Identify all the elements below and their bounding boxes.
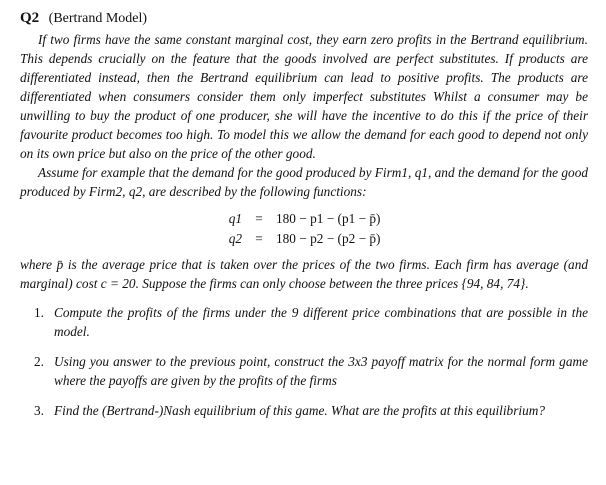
demand-equation-2 — [20, 229, 588, 248]
intro-paragraph-text: If two firms have the same constant marginal cost, they earn zero profits in the Bertrand equilibrium. This depends crucially on the feature that the goods involved are perfect substitutes. If products are differentiated instead, then the Bertrand equilibrium can lead to positive profits. The products are differentiated when consumers consider them only imperfect substitutes Whilst a consumer may be unwilling to buy the product of one producer, she will have the incentive to do this if the price of their favourite product becomes too high. To model this we allow the demand for each good to depend not only on its own price but also on the price of the other good. — [20, 32, 588, 161]
equation-rhs: 180 − p2 − (p2 − p̄) — [276, 231, 381, 246]
demand-equations — [20, 209, 588, 249]
cost-paragraph-text: where p̄ is the average price that is taken over the prices of the two firms. Each firm has average (and marginal) cost c = 20. Suppose the firms can only choose between the three prices {94, 84, 74}. — [20, 257, 588, 291]
assumption-paragraph — [20, 163, 588, 201]
question-title: (Bertrand Model) — [48, 11, 148, 26]
equation-lhs: q2 — [228, 231, 242, 246]
list-item — [20, 303, 588, 341]
intro-paragraph — [20, 30, 588, 163]
question-heading — [20, 8, 588, 29]
task-list — [20, 303, 588, 420]
question-number: Q2 — [20, 10, 40, 26]
item-number: 2. — [34, 354, 44, 369]
equation-relation: = — [255, 211, 263, 226]
equation-rhs: 180 − p1 − (p1 − p̄) — [276, 211, 381, 226]
document-page — [20, 8, 588, 431]
list-item — [20, 401, 588, 420]
assumption-paragraph-text: Assume for example that the demand for the good produced by Firm1, q1, and the demand for the good produced by Firm2, q2, are described by the following functions: — [20, 165, 588, 199]
item-text: Using you answer to the previous point, construct the 3x3 payoff matrix for the normal form game where the payoffs are given by the profits of the firms — [54, 354, 588, 388]
equation-relation: = — [255, 231, 263, 246]
item-text: Compute the profits of the firms under the 9 different price combinations that are possible in the model. — [54, 305, 588, 339]
item-number: 3. — [34, 403, 44, 418]
item-text: Find the (Bertrand-)Nash equilibrium of this game. What are the profits at this equilibrium? — [54, 403, 545, 418]
demand-equation-1 — [20, 209, 588, 228]
cost-paragraph — [20, 255, 588, 293]
item-number: 1. — [34, 305, 44, 320]
list-item — [20, 352, 588, 390]
equation-lhs: q1 — [228, 211, 242, 226]
